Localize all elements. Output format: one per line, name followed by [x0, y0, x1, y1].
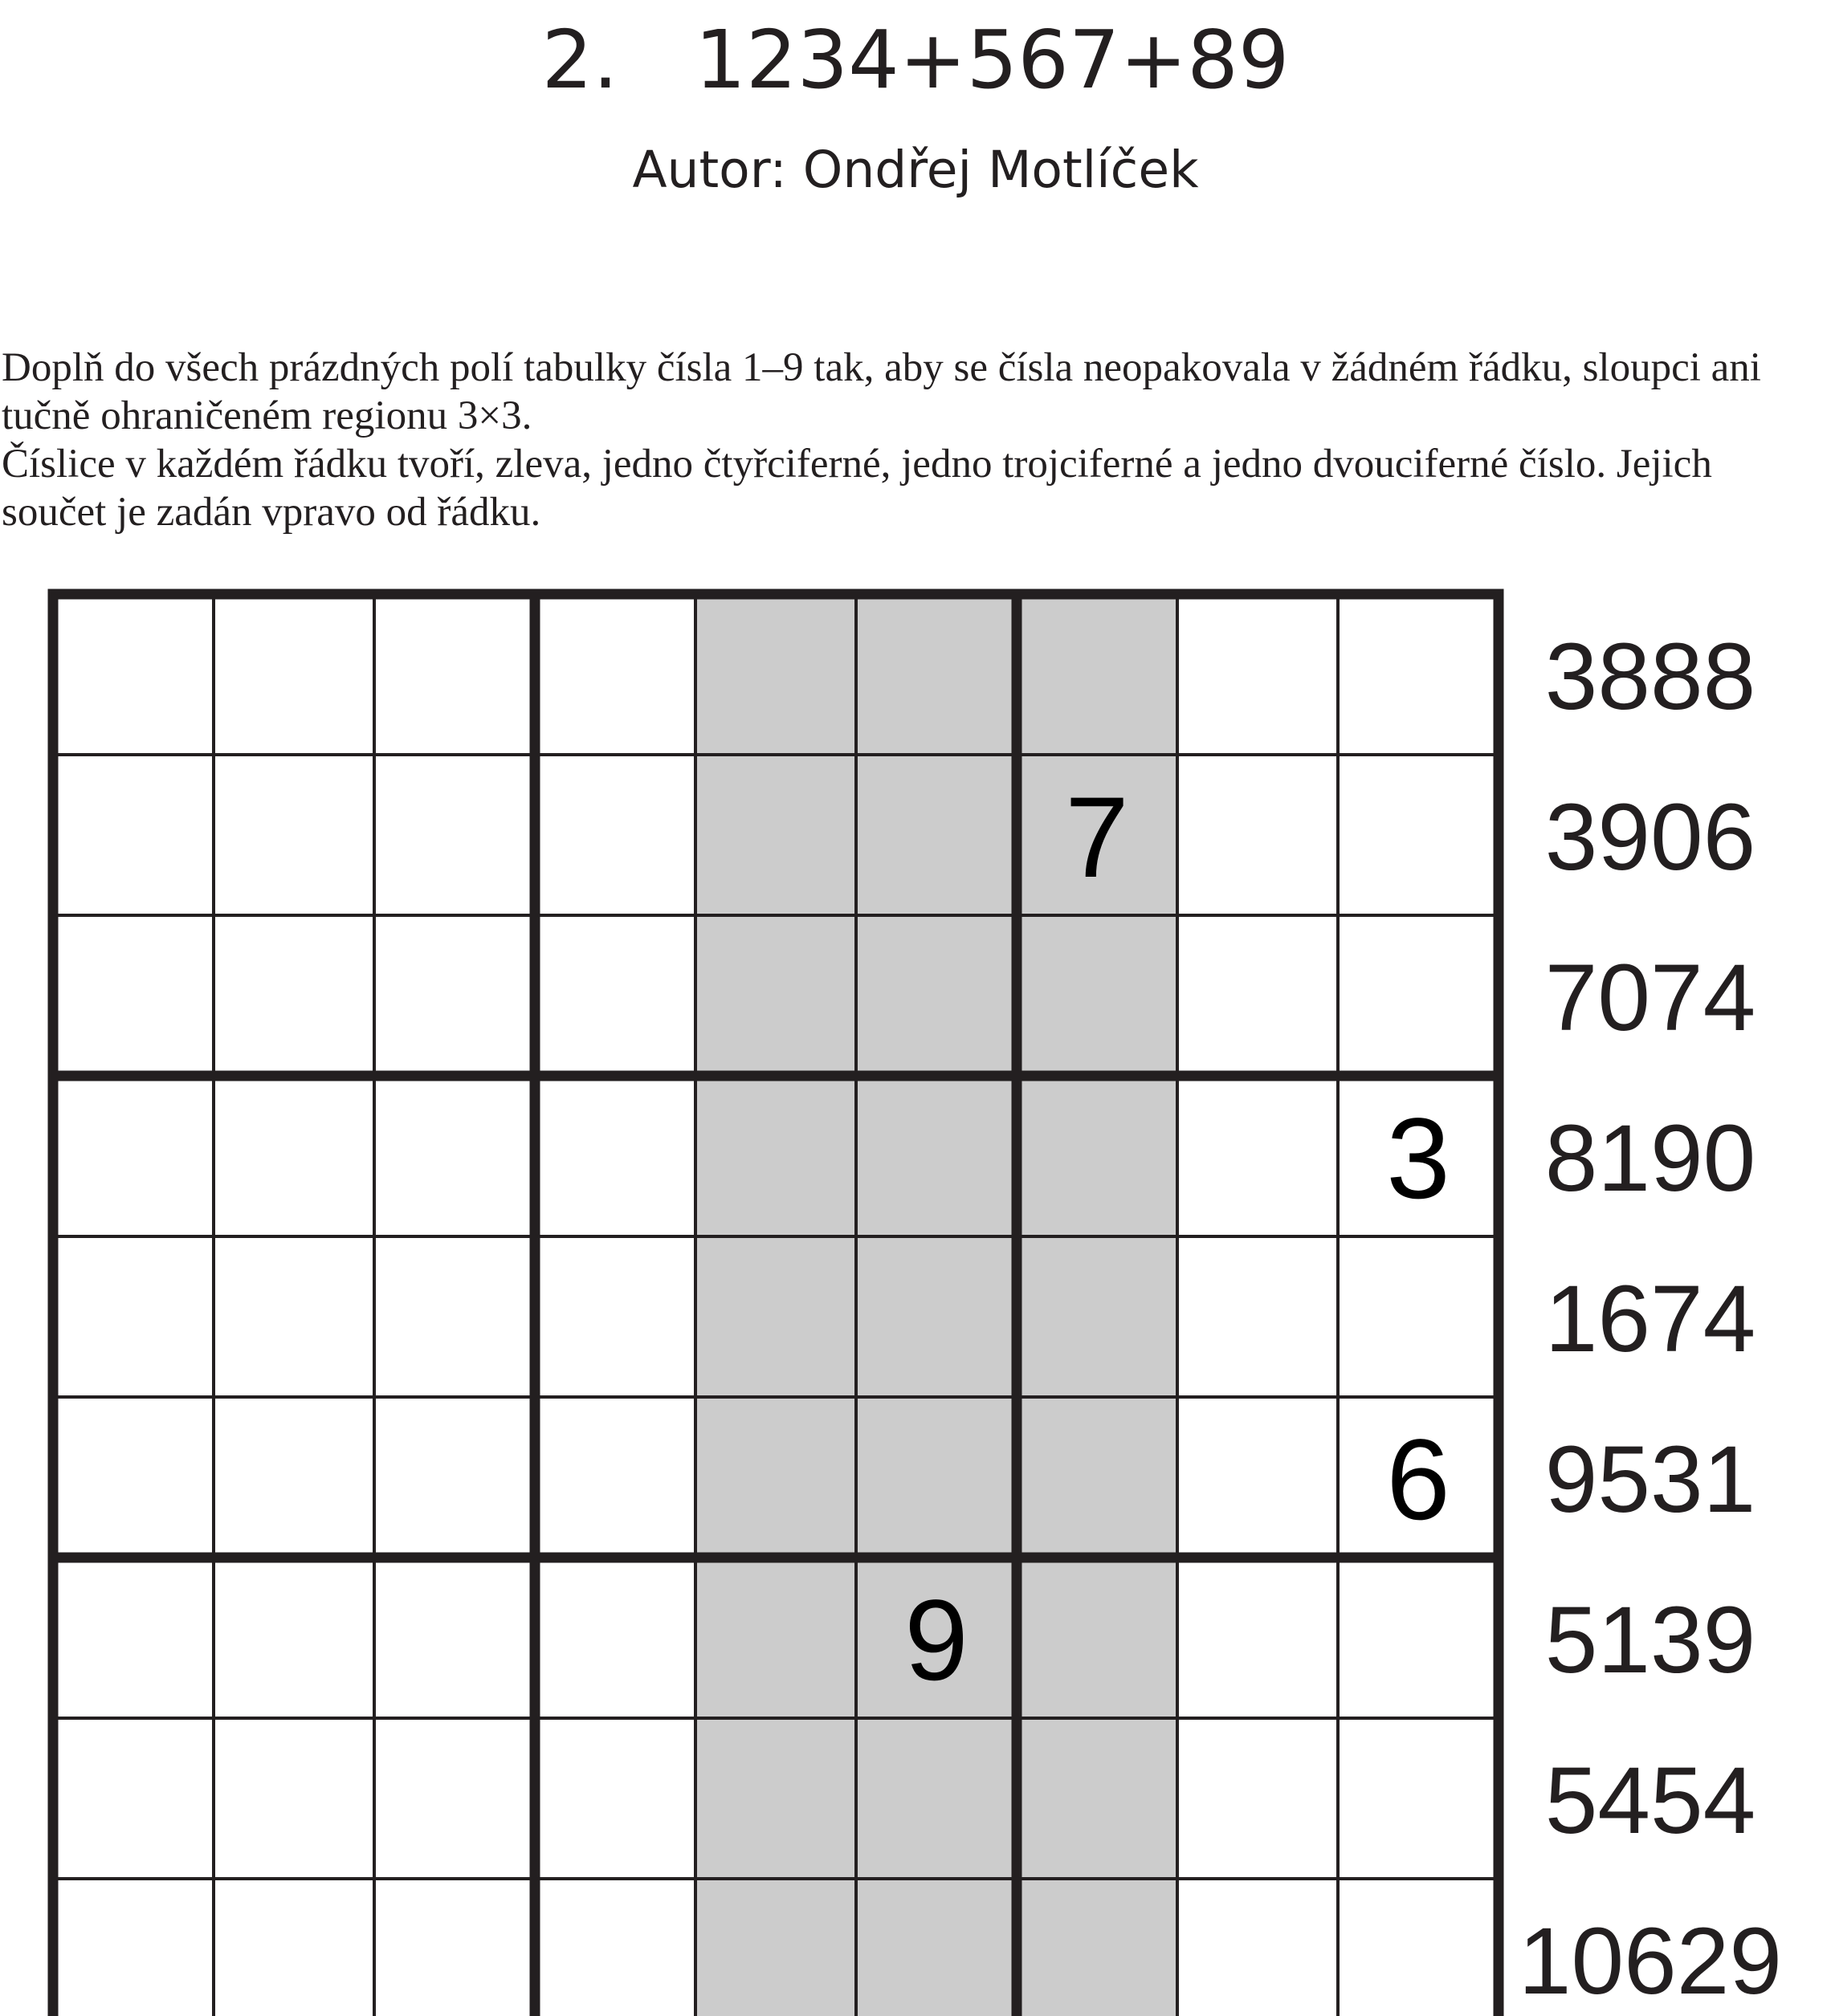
grid-cell[interactable]: [53, 1076, 214, 1236]
grid-cell[interactable]: [214, 1718, 374, 1879]
given-digit: 3: [1386, 1095, 1450, 1223]
grid-cell[interactable]: [1177, 755, 1338, 915]
grid-cell[interactable]: [1017, 1397, 1177, 1558]
grid-cell[interactable]: [1177, 594, 1338, 755]
grid-cell[interactable]: [856, 1879, 1017, 2016]
grid-cell[interactable]: [53, 915, 214, 1076]
given-digit: 6: [1386, 1416, 1450, 1544]
grid-cell[interactable]: [214, 1076, 374, 1236]
grid-cell[interactable]: [856, 915, 1017, 1076]
grid-cell[interactable]: [1177, 1718, 1338, 1879]
grid-cell[interactable]: [53, 594, 214, 755]
grid-cell[interactable]: [374, 1236, 535, 1397]
grid-cell[interactable]: [1177, 1397, 1338, 1558]
grid-cell[interactable]: [695, 1558, 856, 1718]
grid-cell[interactable]: [53, 1718, 214, 1879]
grid-cell[interactable]: [856, 594, 1017, 755]
grid-cell[interactable]: [1338, 1558, 1499, 1718]
grid-cell[interactable]: [695, 1718, 856, 1879]
grid-cell[interactable]: [535, 1397, 695, 1558]
grid-cell[interactable]: [1017, 1558, 1177, 1718]
grid-cell[interactable]: [856, 1236, 1017, 1397]
puzzle-title: 2. 1234+567+89: [541, 13, 1290, 107]
row-sum-clue: 8190: [1544, 1106, 1756, 1212]
grid-cell[interactable]: [1338, 1718, 1499, 1879]
grid-cell[interactable]: [1338, 915, 1499, 1076]
grid-cell[interactable]: [535, 755, 695, 915]
row-sum-clue: 3906: [1544, 784, 1756, 890]
grid-cell[interactable]: [1017, 1236, 1177, 1397]
grid-cells: [53, 594, 1499, 2016]
grid-cell[interactable]: [214, 1879, 374, 2016]
rule-paragraph: Doplň do všech prázdných polí tabulky čísla 1–9 tak, aby se čísla neopakovala v žádném řádku, sloupci ani tučně ohraničeném regionu 3×3.: [2, 345, 1761, 438]
row-sum-clue: 5454: [1544, 1748, 1756, 1854]
grid-cell[interactable]: [374, 1558, 535, 1718]
grid-cell[interactable]: [856, 1397, 1017, 1558]
grid-cell[interactable]: [1017, 1076, 1177, 1236]
grid-cell[interactable]: [374, 1397, 535, 1558]
grid-cell[interactable]: [695, 1879, 856, 2016]
grid-cell[interactable]: [1017, 1718, 1177, 1879]
grid-cell[interactable]: [1177, 1236, 1338, 1397]
grid-cell[interactable]: [374, 755, 535, 915]
grid-cell[interactable]: [1017, 1879, 1177, 2016]
grid-cell[interactable]: [695, 1236, 856, 1397]
grid-cell[interactable]: [1017, 915, 1177, 1076]
rule-paragraph: Číslice v každém řádku tvoří, zleva, jedno čtyřciferné, jedno trojciferné a jedno dvouciferné číslo. Jejich součet je zadán vpravo od řádku.: [2, 442, 1712, 535]
row-sum-clues: [1519, 624, 1782, 2014]
grid-cell[interactable]: [695, 1076, 856, 1236]
grid-cell[interactable]: [1177, 1558, 1338, 1718]
row-sum-clue: 7074: [1544, 945, 1756, 1051]
grid-cell[interactable]: [1338, 755, 1499, 915]
grid-cell[interactable]: [535, 1076, 695, 1236]
grid-cell[interactable]: [695, 594, 856, 755]
given-digit: 7: [1065, 774, 1129, 902]
grid-cell[interactable]: [53, 1879, 214, 2016]
grid-cell[interactable]: [374, 915, 535, 1076]
grid-cell[interactable]: [374, 1076, 535, 1236]
grid-cell[interactable]: [695, 755, 856, 915]
grid-cell[interactable]: [374, 594, 535, 755]
grid-cell[interactable]: [53, 755, 214, 915]
grid-cell[interactable]: [695, 915, 856, 1076]
grid-cell[interactable]: [1177, 1076, 1338, 1236]
grid-cell[interactable]: [856, 755, 1017, 915]
grid-cell[interactable]: [1177, 1879, 1338, 2016]
grid-cell[interactable]: [535, 1236, 695, 1397]
grid-cell[interactable]: [1177, 915, 1338, 1076]
grid-cell[interactable]: [374, 1718, 535, 1879]
grid-cell[interactable]: [856, 1076, 1017, 1236]
grid-cell[interactable]: [1338, 1236, 1499, 1397]
grid-cell[interactable]: [214, 1558, 374, 1718]
grid-cell[interactable]: [535, 1718, 695, 1879]
grid-cell[interactable]: [214, 915, 374, 1076]
grid-cell[interactable]: [374, 1879, 535, 2016]
grid-cell[interactable]: [1338, 1879, 1499, 2016]
grid-cell[interactable]: [535, 1879, 695, 2016]
row-sum-clue: 3888: [1544, 624, 1756, 730]
row-sum-clue: 1674: [1544, 1266, 1756, 1372]
grid-cell[interactable]: [214, 1397, 374, 1558]
grid-cell[interactable]: [53, 1236, 214, 1397]
grid-cell[interactable]: [214, 755, 374, 915]
grid-cell[interactable]: [535, 594, 695, 755]
row-sum-clue: 10629: [1518, 1908, 1783, 2014]
grid-cell[interactable]: [214, 594, 374, 755]
grid-cell[interactable]: [1338, 594, 1499, 755]
grid-cell[interactable]: [695, 1397, 856, 1558]
grid-cell[interactable]: [856, 1718, 1017, 1879]
puzzle-author: Autor: Ondřej Motlíček: [632, 141, 1199, 199]
grid-cell[interactable]: [535, 915, 695, 1076]
row-sum-clue: 9531: [1544, 1427, 1756, 1533]
grid-cell[interactable]: [535, 1558, 695, 1718]
grid-cell[interactable]: [53, 1558, 214, 1718]
grid-cell[interactable]: [53, 1397, 214, 1558]
grid-cell[interactable]: [214, 1236, 374, 1397]
grid-cell[interactable]: [1017, 594, 1177, 755]
given-digit: 9: [904, 1577, 969, 1704]
row-sum-clue: 5139: [1544, 1587, 1756, 1693]
